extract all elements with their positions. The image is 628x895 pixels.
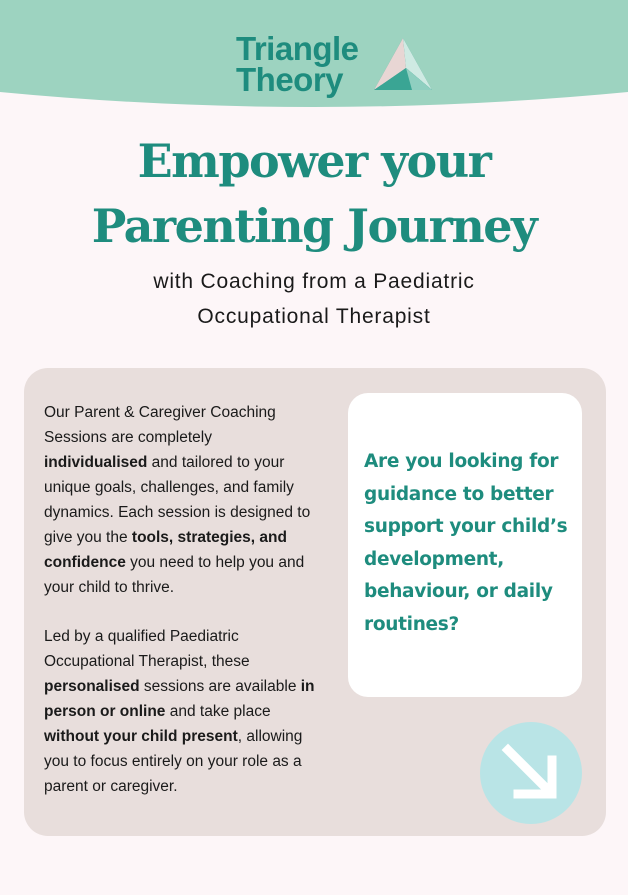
headline-line-2: Parenting Journey xyxy=(91,199,537,253)
paragraph-line xyxy=(44,500,344,525)
text-run: Occupational Therapist, these xyxy=(44,653,250,670)
text-run: and take place xyxy=(165,703,271,720)
callout-line: guidance to better xyxy=(364,483,554,505)
subheadline-line-1: with Coaching from a Paediatric xyxy=(153,270,475,293)
paragraph-line xyxy=(44,575,344,600)
paragraph-line xyxy=(44,450,344,475)
bold-text: confidence xyxy=(44,554,126,571)
headline-line-1: Empower your xyxy=(137,134,491,188)
text-run: you need to help you and xyxy=(125,554,305,571)
paragraph-line xyxy=(44,774,344,799)
arrow-down-right-icon xyxy=(480,722,582,824)
logo-word-triangle: Triangle xyxy=(236,30,359,67)
text-run: unique goals, challenges, and family xyxy=(44,479,294,496)
text-run: Our Parent & Caregiver Coaching xyxy=(44,404,276,421)
subheadline-line-2: Occupational Therapist xyxy=(197,305,431,328)
paragraph-line xyxy=(44,425,344,450)
callout-line: behaviour, or daily xyxy=(364,581,553,602)
paragraph-line xyxy=(44,649,344,674)
bold-text: without your child present xyxy=(44,728,238,745)
question-callout xyxy=(364,446,576,641)
paragraph-line xyxy=(44,400,344,425)
paragraph-line xyxy=(44,674,344,699)
triangle-theory-logo[interactable] xyxy=(236,30,436,102)
arrow-button[interactable] xyxy=(480,722,582,824)
text-run: , allowing xyxy=(237,728,303,745)
text-run: Sessions are completely xyxy=(44,429,212,446)
text-run: your child to thrive. xyxy=(44,579,175,596)
callout-line: support your child’s xyxy=(364,516,568,537)
intro-paragraph xyxy=(44,400,344,600)
triangle-logo-icon xyxy=(372,36,434,92)
text-run: dynamics. Each session is designed to xyxy=(44,504,311,521)
text-run: give you the xyxy=(44,529,132,546)
text-run: sessions are available xyxy=(139,678,301,695)
paragraph-line xyxy=(44,724,344,749)
text-run: parent or caregiver. xyxy=(44,778,178,795)
callout-line: routines? xyxy=(364,613,459,635)
callout-line: Are you looking for xyxy=(364,451,559,472)
details-paragraph xyxy=(44,624,344,799)
paragraph-line xyxy=(44,699,344,724)
text-run: you to focus entirely on your role as a xyxy=(44,753,302,770)
bold-text: personalised xyxy=(44,678,140,695)
text-run: and tailored to your xyxy=(147,454,285,471)
logo-word-theory: Theory xyxy=(236,61,344,98)
paragraph-line xyxy=(44,475,344,500)
bold-text: in xyxy=(300,678,315,695)
bold-text: tools, strategies, and xyxy=(131,529,287,546)
paragraph-line xyxy=(44,749,344,774)
text-run: Led by a qualified Paediatric xyxy=(44,628,239,645)
footer-band xyxy=(0,852,628,895)
paragraph-line xyxy=(44,550,344,575)
bold-text: person or online xyxy=(44,703,166,720)
paragraph-line xyxy=(44,525,344,550)
paragraph-line xyxy=(44,624,344,649)
callout-line: development, xyxy=(364,548,504,570)
bold-text: individualised xyxy=(44,454,148,471)
